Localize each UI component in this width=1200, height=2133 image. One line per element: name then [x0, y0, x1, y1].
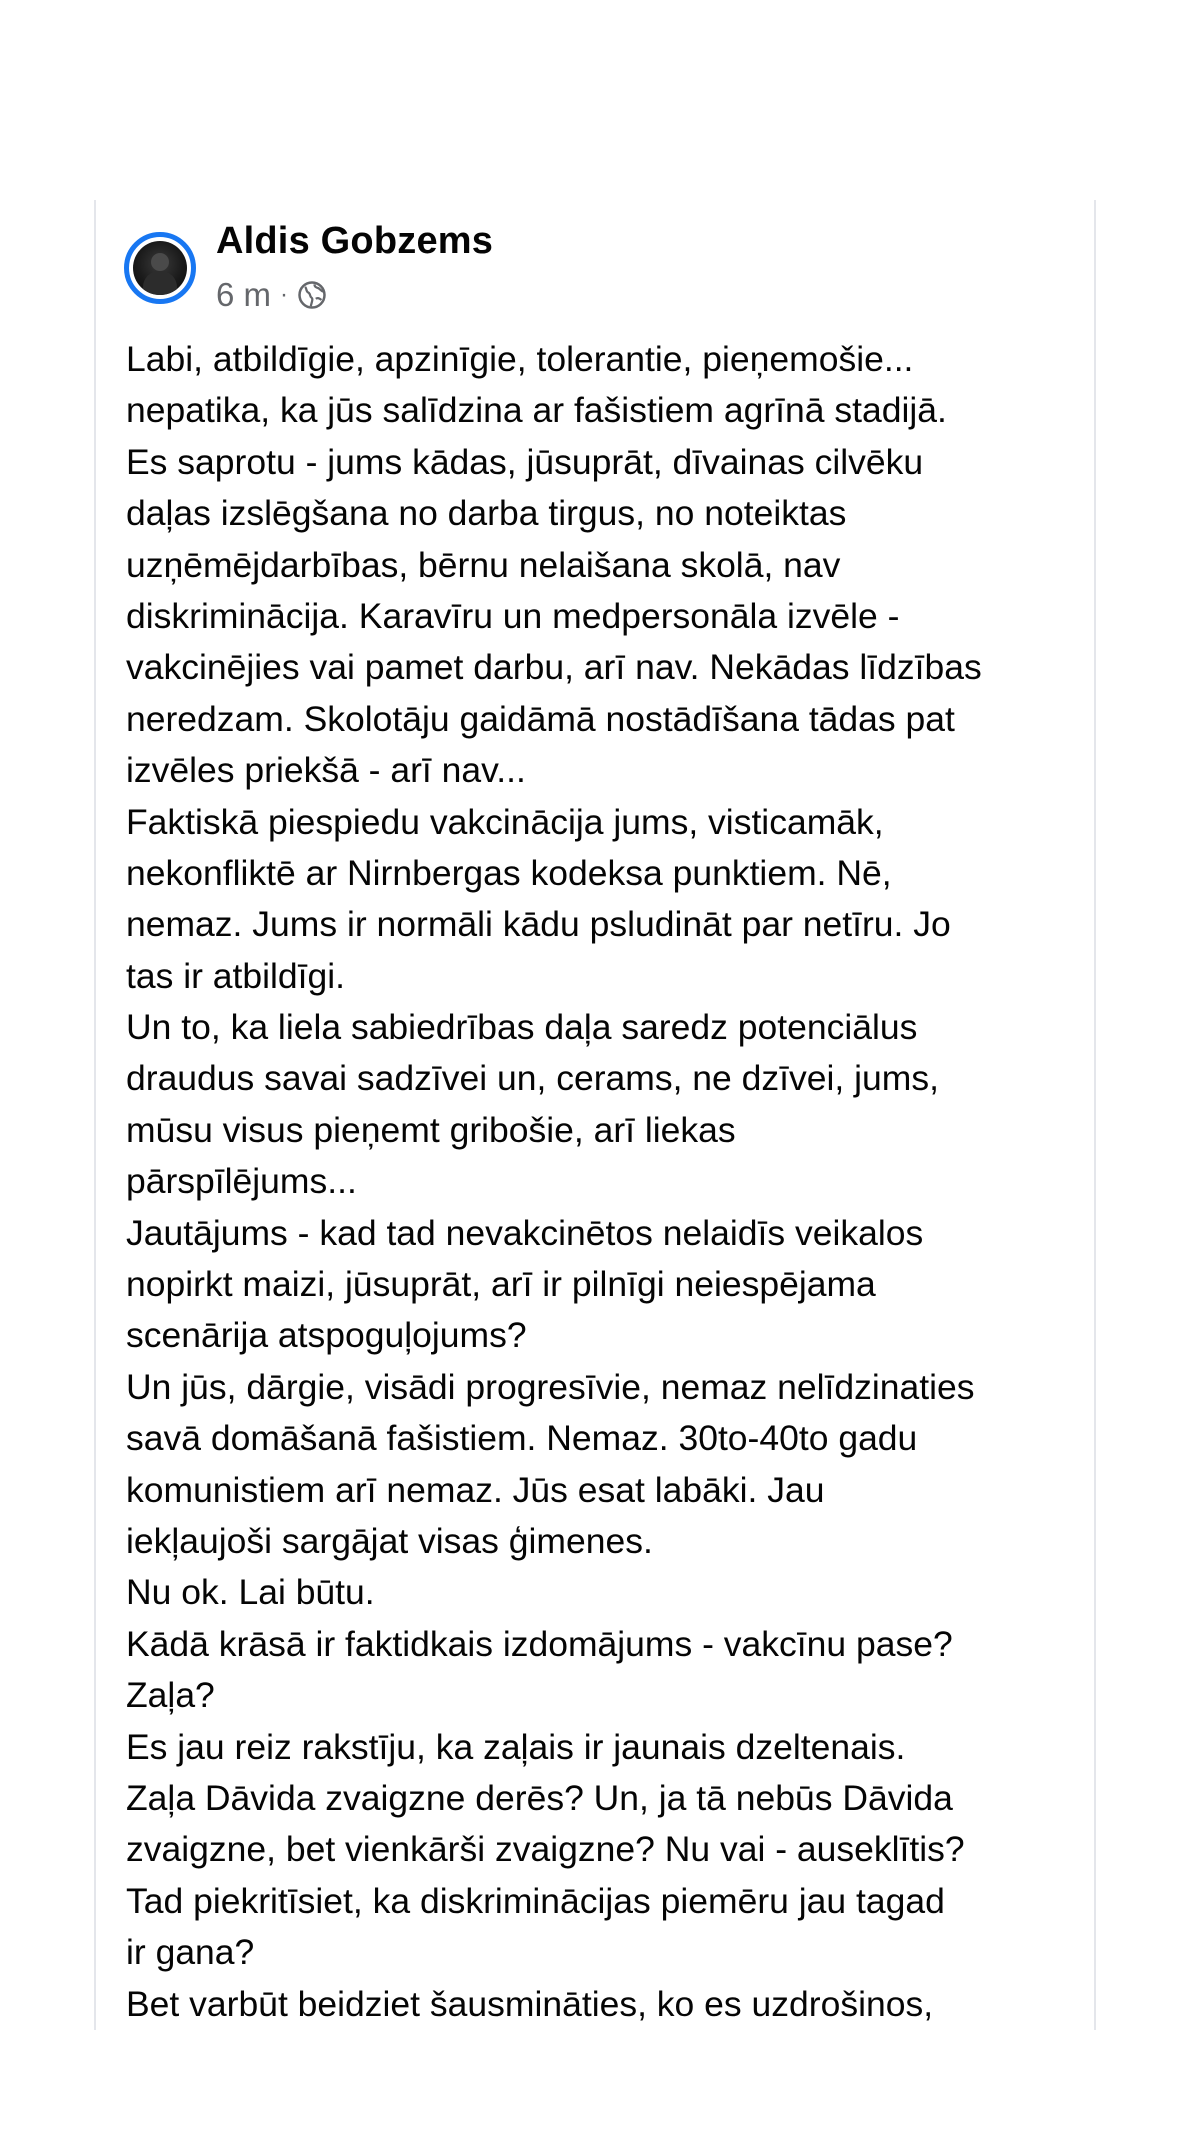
post-text-line: Es saprotu - jums kādas, jūsuprāt, dīvainas cilvēku: [126, 441, 924, 482]
post-text-line: nekonfliktē ar Nirnbergas kodeksa punktiem. Nē,: [126, 852, 892, 893]
post-text-line: mūsu visus pieņemt gribošie, arī liekas: [126, 1109, 736, 1150]
post-card: [94, 200, 1096, 2030]
post-header: [124, 216, 1024, 326]
post-text-line: nopirkt maizi, jūsuprāt, arī ir pilnīgi neiespējama: [126, 1264, 876, 1305]
post-text-line: diskriminācija. Karavīru un medpersonāla izvēle -: [126, 595, 900, 636]
avatar-shoulders: [143, 271, 177, 295]
post-meta: [216, 276, 327, 314]
post-text-line: izvēles priekšā - arī nav...: [126, 750, 526, 791]
post-text-line: Bet varbūt beidziet šausmināties, ko es uzdrošinos,: [126, 1983, 934, 2024]
post-text-line: nepatika, ka jūs salīdzina ar fašistiem agrīnā stadijā.: [126, 390, 947, 431]
post-text-line: tas ir atbildīgi.: [126, 955, 346, 996]
post-text-line: zvaigzne, bet vienkārši zvaigzne? Nu vai - auseklītis?: [126, 1829, 965, 1870]
story-ring[interactable]: [124, 232, 196, 304]
post-text-line: Zaļa Dāvida zvaigzne derēs? Un, ja tā nebūs Dāvida: [126, 1777, 953, 1818]
avatar-head: [151, 253, 169, 271]
post-text-line: Un jūs, dārgie, visādi progresīvie, nemaz nelīdzinaties: [126, 1366, 975, 1407]
avatar[interactable]: [133, 241, 187, 295]
post-text-line: Un to, ka liela sabiedrības daļa saredz potenciālus: [126, 1007, 918, 1048]
post-timestamp[interactable]: 6 m: [216, 276, 272, 313]
post-text-line: Labi, atbildīgie, apzinīgie, tolerantie, pieņemošie...: [126, 339, 914, 379]
post-text-line: ir gana?: [126, 1932, 255, 1973]
post-text-line: draudus savai sadzīvei un, cerams, ne dzīvei, jums,: [126, 1058, 939, 1099]
post-text-line: Zaļa?: [126, 1675, 215, 1716]
post-text-line: uzņēmējdarbības, bērnu nelaišana skolā, nav: [126, 544, 841, 585]
post-text: [126, 334, 1076, 2030]
post-text-line: iekļaujoši sargājat visas ģimenes.: [126, 1520, 653, 1561]
post-text-line: Tad piekritīsiet, ka diskriminācijas piemēru jau tagad: [126, 1880, 945, 1921]
post-text-line: Jautājums - kad tad nevakcinētos nelaidīs veikalos: [126, 1212, 924, 1253]
post-text-line: scenārija atspoguļojums?: [126, 1315, 527, 1356]
post-text-line: nemaz. Jums ir normāli kādu psludināt par netīru. Jo: [126, 904, 951, 945]
post-text-line: Nu ok. Lai būtu.: [126, 1572, 375, 1613]
post-text-line: Faktiskā piespiedu vakcinācija jums, visticamāk,: [126, 801, 884, 842]
post-text-line: Es jau reiz rakstīju, ka zaļais ir jaunais dzeltenais.: [126, 1726, 906, 1767]
post-text-line: vakcinējies vai pamet darbu, arī nav. Nekādas līdzības: [126, 647, 982, 688]
post-text-line: daļas izslēgšana no darba tirgus, no noteiktas: [126, 493, 847, 534]
meta-separator: ·: [280, 281, 289, 308]
post-text-line: pārspīlējums...: [126, 1161, 357, 1202]
globe-icon[interactable]: [297, 280, 327, 310]
post-text-line: neredzam. Skolotāju gaidāmā nostādīšana tādas pat: [126, 698, 955, 739]
author-name[interactable]: Aldis Gobzems: [216, 220, 494, 262]
post-text-line: Kādā krāsā ir faktidkais izdomājums - vakcīnu pase?: [126, 1623, 953, 1664]
post-text-line: komunistiem arī nemaz. Jūs esat labāki. Jau: [126, 1469, 825, 1510]
post-text-line: savā domāšanā fašistiem. Nemaz. 30to-40to gadu: [126, 1418, 918, 1459]
